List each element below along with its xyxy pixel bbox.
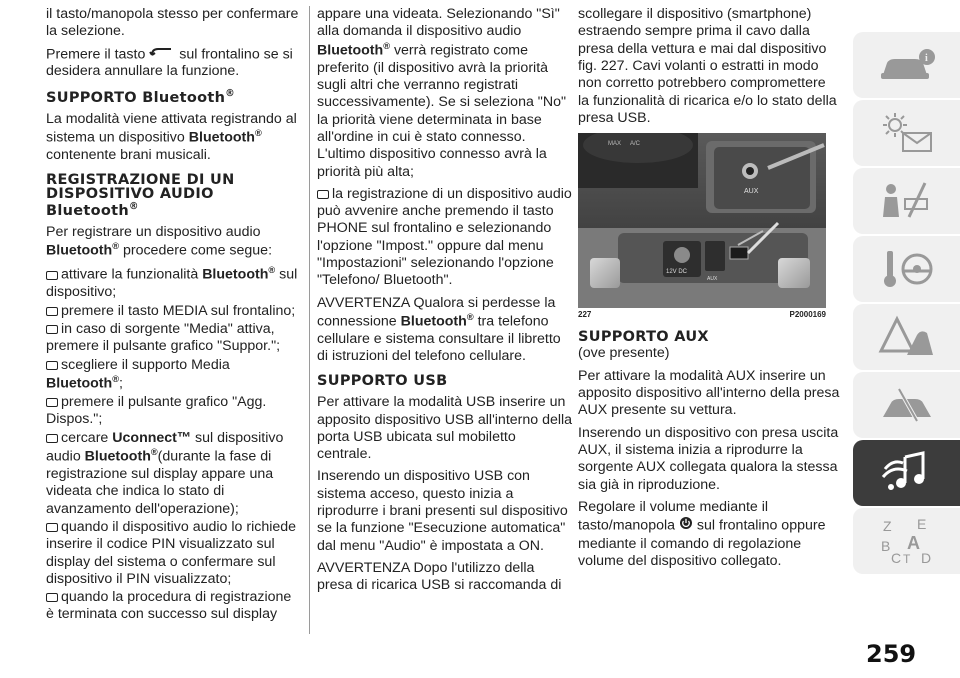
power-knob-icon [679, 516, 693, 535]
bullet-box-icon [46, 398, 58, 407]
svg-text:i: i [924, 53, 928, 64]
text: Premere il tasto [46, 46, 146, 63]
paragraph: Per registrare un dispositivo audio Bluetooth® procedere come segue: [46, 223, 273, 260]
column-divider [309, 6, 310, 634]
paragraph: appare una videata. Selezionando "Sì" alla domanda il dispositivo audio Bluetooth® verrà registrato come preferito (il dispositivo avrà la priorità sugli altri che verranno registrati successivamente). Se si seleziona "No" la priorità viene determinata in base all'ordine in cui è stato connesso. L'ultimo dispositivo connesso avrà la priorità più alta; [317, 6, 567, 180]
12v-label: 12V DC [666, 269, 688, 276]
paragraph: (ove presente) [578, 345, 670, 362]
console-photo [578, 133, 826, 308]
section-heading: REGISTRAZIONE DI UN DISPOSITIVO AUDIO Bluetooth® [46, 171, 235, 219]
list-item: scegliere il supporto Media Bluetooth®; [46, 356, 230, 392]
svg-text:A: A [906, 533, 920, 553]
multimedia-icon [877, 449, 937, 497]
bullet-box-icon [46, 325, 58, 334]
list-item: attivare la funzionalità Bluetooth® sul dispositivo; [46, 265, 298, 301]
paragraph: Inserendo un dispositivo USB con sistema acceso, questo inizia a riprodurre i brani presenti sul dispositivo se la funzione "Esecuzione automatica" dal menu "Audio" è impostata a ON. [317, 468, 568, 554]
paragraph: scollegare il dispositivo (smartphone) estraendo sempre prima il cavo dalla presa della vettura e mai dal dispositivo fig. 227. Cavi volanti o estratti in modo non corretto potrebbero compromettere la funzionalità di ricarica e/o lo stato della presa USB. [578, 6, 837, 126]
car-info-icon [877, 45, 937, 85]
list-item: in caso di sorgente "Media" attiva, premere il pulsante grafico "Suppor."; [46, 321, 281, 355]
tab-car-info[interactable] [853, 32, 960, 98]
paragraph: il tasto/manopola stesso per confermare la selezione. [46, 6, 299, 40]
paragraph: AVVERTENZA Qualora si perdesse la connessione Bluetooth® tra telefono cellulare e sistema consultare il libretto di istruzioni del telefono cellulare. [317, 294, 561, 365]
svg-text:B: B [880, 538, 890, 554]
bullet-box-icon [46, 361, 58, 370]
section-heading: SUPPORTO Bluetooth® [46, 87, 235, 106]
column-2 [317, 6, 573, 600]
column-3 [578, 6, 840, 575]
section-heading: SUPPORTO AUX [578, 328, 709, 345]
bullet-box-icon [46, 271, 58, 280]
list-item: quando il dispositivo audio lo richiede inserire il codice PIN visualizzato sul display del sistema o confermare sul dispositivo il PIN visualizzato; [46, 518, 297, 587]
breakdown-triangle-icon [877, 315, 937, 359]
section-heading: SUPPORTO USB [317, 372, 448, 389]
page-number: 259 [866, 640, 917, 668]
bullet-box-icon [317, 190, 329, 199]
paragraph: Regolare il volume mediante il tasto/manopola sul frontalino oppure mediante il comando di regolazione volume del dispositivo collegato. [578, 498, 826, 569]
column-1 [46, 6, 302, 625]
tab-index[interactable] [853, 508, 960, 574]
list-item: premere il pulsante grafico "Agg. Dispos."; [46, 394, 267, 428]
aux-label: AUX [744, 188, 759, 196]
figure-usb-aux-ports [578, 133, 826, 308]
tab-warning-lights[interactable] [853, 100, 960, 166]
figure-number: 227 [578, 310, 592, 320]
warning-lights-icon [877, 111, 937, 155]
figure-caption [578, 310, 826, 320]
tab-service[interactable] [853, 372, 960, 438]
tab-starting-driving[interactable] [853, 236, 960, 302]
paragraph: Per attivare la modalità USB inserire un apposito dispositivo USB all'interno della porta USB ubicata sul mobiletto centrale. [317, 394, 573, 463]
bullet-box-icon [46, 593, 58, 602]
paragraph: Per attivare la modalità AUX inserire un apposito dispositivo all'interno della presa AUX presente su vettura. [578, 367, 840, 419]
list-item: la registrazione di un dispositivo audio può avvenire anche premendo il tasto PHONE sul frontalino e selezionando l'opzione "Impost." oppure dal menu "Impostazioni" selezionando l'opzione "Telefono/ Bluetooth". [317, 185, 572, 289]
tab-safety[interactable] [853, 168, 960, 234]
tab-emergency[interactable] [853, 304, 960, 370]
back-button-icon [149, 46, 175, 63]
max-label: MAX [608, 141, 622, 148]
svg-text:Z: Z [882, 518, 892, 534]
tab-multimedia[interactable] [853, 440, 960, 506]
paragraph: La modalità viene attivata registrando al sistema un dispositivo Bluetooth® contenente brani musicali. [46, 110, 297, 164]
figure-code: P2000169 [789, 310, 826, 320]
bullet-box-icon [46, 434, 58, 443]
list-item: premere il tasto MEDIA sul frontalino; [46, 303, 302, 320]
list-item: quando la procedura di registrazione è terminata con successo sul display [46, 589, 292, 623]
paragraph: AVVERTENZA Dopo l'utilizzo della presa di ricarica USB si raccomanda di [317, 560, 562, 594]
bullet-box-icon [46, 523, 58, 532]
list-item: cercare Uconnect™ sul dispositivo audio Bluetooth®(durante la fase di registrazione sul display appare una videata che indica lo stato di avanzamento dell'operazione); [46, 429, 284, 517]
paragraph: Inserendo un dispositivo con presa uscita AUX, il sistema inizia a riprodurre la sorgente AUX collegata qualora la stessa sia già in riproduzione. [578, 424, 839, 493]
paragraph [46, 46, 302, 81]
key-steering-icon [877, 247, 937, 291]
aux-small-label: AUX [707, 276, 718, 283]
wrench-service-icon [877, 383, 937, 427]
svg-text:D: D [920, 550, 931, 566]
svg-text:T: T [902, 552, 910, 566]
index-letters-icon [877, 515, 937, 567]
bullet-box-icon [46, 307, 58, 316]
chapter-tabs [853, 32, 960, 576]
svg-text:C: C [890, 550, 901, 566]
airbag-seatbelt-icon [877, 179, 937, 223]
ac-label: A/C [630, 141, 641, 148]
svg-text:E: E [916, 516, 926, 532]
text: sul frontalino se si desidera annullare la funzione. [46, 46, 293, 80]
